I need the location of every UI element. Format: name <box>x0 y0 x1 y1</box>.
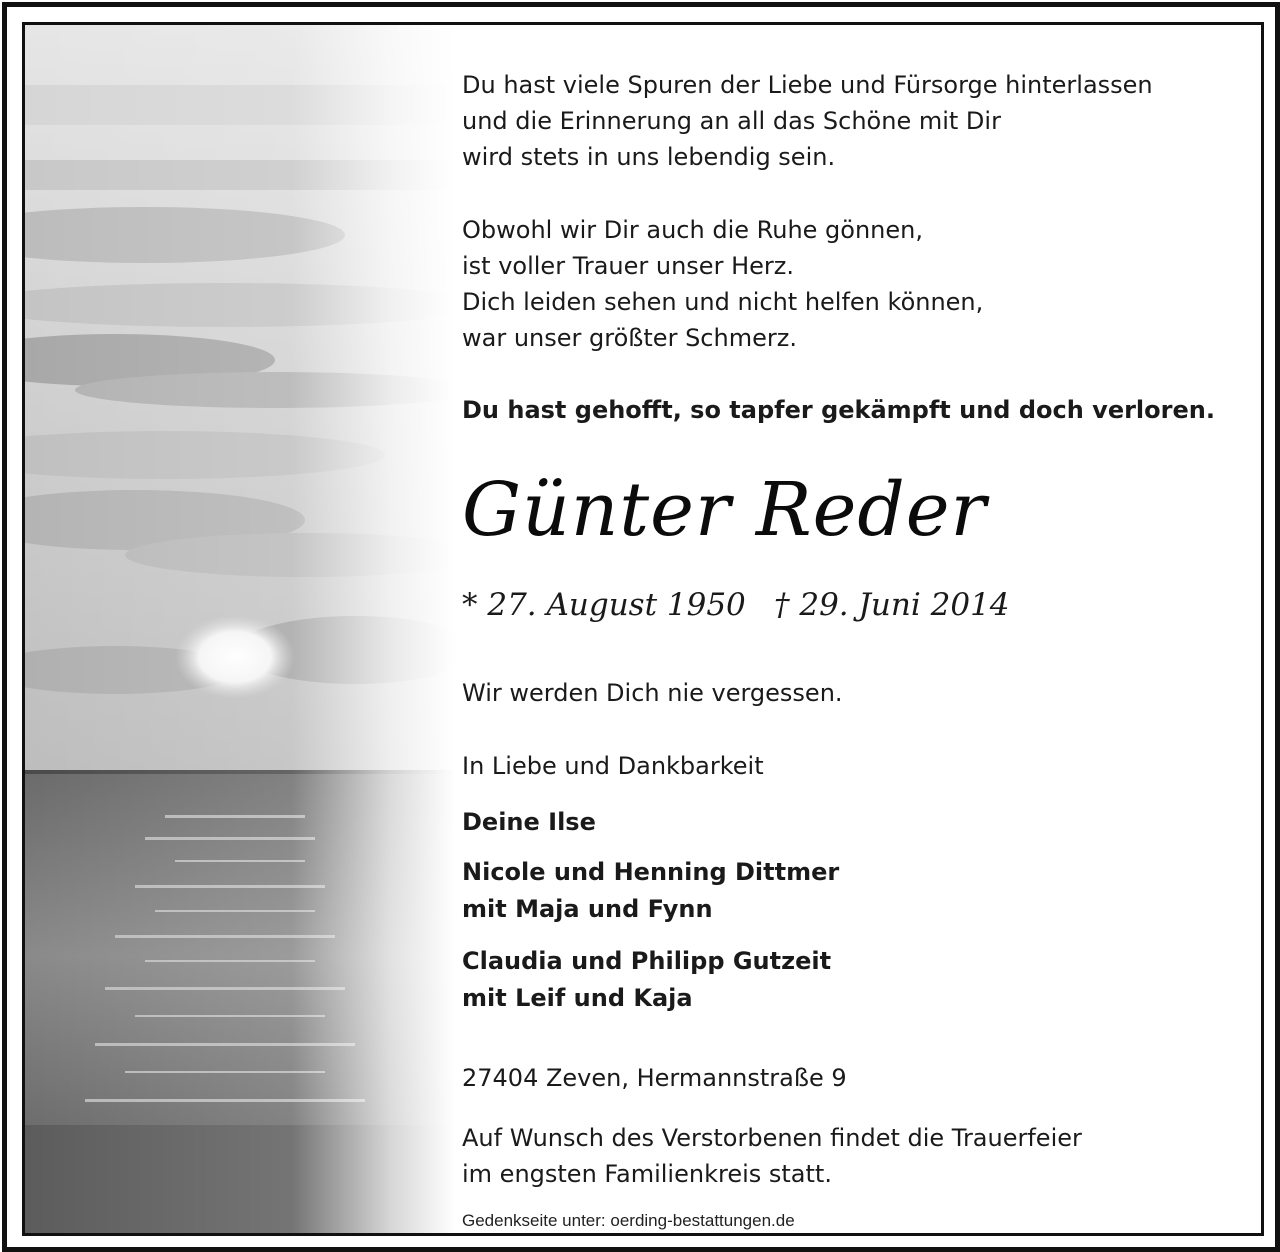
notice-line-1: Auf Wunsch des Verstorbenen findet die Trauerfeier <box>462 1124 1082 1152</box>
verse1-line-3: wird stets in uns lebendig sein. <box>462 143 836 171</box>
tagline: Du hast gehofft, so tapfer gekämpft und doch verloren. <box>462 396 1215 424</box>
verse1-line-2: und die Erinnerung an all das Schöne mit Dir <box>462 107 1001 135</box>
verse1-line-1: Du hast viele Spuren der Liebe und Fürsorge hinterlassen <box>462 71 1153 99</box>
in-love-line: In Liebe und Dankbarkeit <box>462 752 764 780</box>
birth-date: * 27. August 1950 <box>462 587 746 623</box>
outer-frame <box>2 2 1280 1252</box>
verse2-line-4: war unser größter Schmerz. <box>462 324 797 352</box>
memorial-page-link[interactable]: Gedenkseite unter: oerding-bestattungen.de <box>462 1211 795 1230</box>
deceased-name: Günter Reder <box>462 467 987 553</box>
mourner-5: mit Leif und Kaja <box>462 984 693 1012</box>
text-column <box>462 25 1252 1233</box>
notice-line-2: im engsten Familienkreis statt. <box>462 1160 832 1188</box>
sunset-sea-photo <box>25 25 455 1233</box>
never-forget-line: Wir werden Dich nie vergessen. <box>462 679 843 707</box>
mourner-1: Deine Ilse <box>462 808 596 836</box>
verse2-line-3: Dich leiden sehen und nicht helfen können, <box>462 288 984 316</box>
verse2-line-2: ist voller Trauer unser Herz. <box>462 252 794 280</box>
death-date: † 29. Juni 2014 <box>774 587 1010 623</box>
mourner-4: Claudia und Philipp Gutzeit <box>462 947 832 975</box>
verse2-line-1: Obwohl wir Dir auch die Ruhe gönnen, <box>462 216 923 244</box>
mourner-2: Nicole und Henning Dittmer <box>462 858 840 886</box>
mourner-3: mit Maja und Fynn <box>462 895 713 923</box>
inner-frame <box>22 22 1264 1236</box>
address-line: 27404 Zeven, Hermannstraße 9 <box>462 1064 847 1092</box>
